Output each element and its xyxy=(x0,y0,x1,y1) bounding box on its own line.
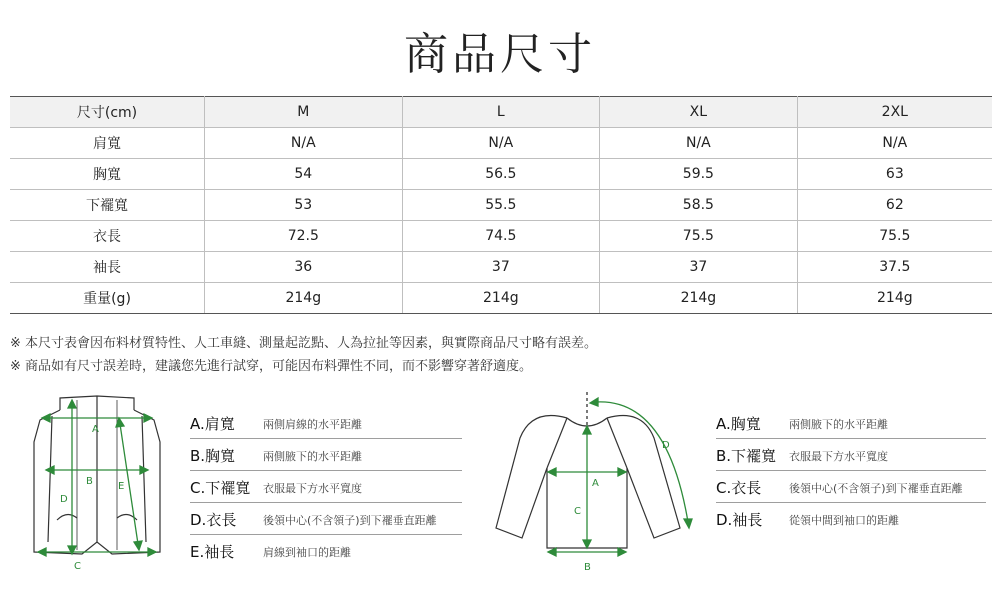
header-cell: XL xyxy=(600,97,798,128)
legend-item xyxy=(190,535,462,566)
legend-label: A.肩寬 xyxy=(190,415,235,433)
row-label: 胸寬 xyxy=(10,159,205,190)
measure-letter-a: A xyxy=(92,424,99,435)
legend-label: A.胸寬 xyxy=(716,415,761,433)
legend-label: B.胸寬 xyxy=(190,447,236,465)
legend-right xyxy=(716,407,986,534)
table-cell: 63 xyxy=(797,159,992,190)
table-cell: 53 xyxy=(205,190,403,221)
legend-desc: 後領中心(不含領子)到下襬垂直距離 xyxy=(789,482,963,495)
legend-label: C.衣長 xyxy=(716,479,762,497)
table-cell: 214g xyxy=(402,283,600,314)
table-cell: 55.5 xyxy=(402,190,600,221)
size-table xyxy=(10,96,992,314)
table-cell: 75.5 xyxy=(600,221,798,252)
legend-label: B.下襬寬 xyxy=(716,447,777,465)
row-label: 袖長 xyxy=(10,252,205,283)
table-cell: 72.5 xyxy=(205,221,403,252)
legend-item xyxy=(716,471,986,503)
raglan-diagram xyxy=(492,388,707,578)
legend-desc: 肩線到袖口的距離 xyxy=(263,546,351,559)
legend-left xyxy=(190,407,462,566)
legend-item xyxy=(716,407,986,439)
measure-letter-c: C xyxy=(74,561,81,572)
measure-letter-a: A xyxy=(592,478,599,489)
legend-item xyxy=(716,503,986,534)
legend-item xyxy=(190,503,462,535)
page-title: 商品尺寸 xyxy=(404,29,596,80)
table-cell: 74.5 xyxy=(402,221,600,252)
legend-desc: 衣服最下方水平寬度 xyxy=(263,482,362,495)
measure-letter-e: E xyxy=(118,481,125,492)
legend-item xyxy=(190,439,462,471)
legend-desc: 兩側腋下的水平距離 xyxy=(789,418,888,431)
measure-letter-d: D xyxy=(662,440,670,451)
legend-item xyxy=(716,439,986,471)
table-row xyxy=(10,190,992,221)
table-cell: N/A xyxy=(600,128,798,159)
legend-desc: 兩側腋下的水平距離 xyxy=(263,450,362,463)
table-row xyxy=(10,221,992,252)
legend-label: D.袖長 xyxy=(716,511,763,529)
table-cell: N/A xyxy=(797,128,992,159)
row-label: 重量(g) xyxy=(10,283,205,314)
table-cell: 62 xyxy=(797,190,992,221)
table-header-row xyxy=(10,97,992,128)
table-cell: 59.5 xyxy=(600,159,798,190)
header-cell: L xyxy=(402,97,600,128)
measure-letter-b: B xyxy=(584,562,591,573)
legend-item xyxy=(190,471,462,503)
row-label: 下襬寬 xyxy=(10,190,205,221)
measure-letter-c: C xyxy=(574,506,581,517)
table-cell: N/A xyxy=(402,128,600,159)
legend-desc: 衣服最下方水平寬度 xyxy=(789,450,888,463)
table-row xyxy=(10,283,992,314)
table-cell: 56.5 xyxy=(402,159,600,190)
note-line: ※ 本尺寸表會因布料材質特性、人工車縫、測量起訖點、人為拉扯等因素，與實際商品尺寸略有誤差。 xyxy=(10,336,598,351)
table-row xyxy=(10,252,992,283)
row-label: 肩寬 xyxy=(10,128,205,159)
legend-desc: 從領中間到袖口的距離 xyxy=(789,514,899,527)
measure-letter-d: D xyxy=(60,494,68,505)
legend-desc: 兩側肩線的水平距離 xyxy=(263,418,362,431)
table-cell: 75.5 xyxy=(797,221,992,252)
legend-label: C.下襬寬 xyxy=(190,479,251,497)
legend-label: D.衣長 xyxy=(190,511,237,529)
table-cell: 36 xyxy=(205,252,403,283)
jacket-diagram xyxy=(22,392,172,577)
table-row xyxy=(10,128,992,159)
row-label: 衣長 xyxy=(10,221,205,252)
header-cell: 尺寸(cm) xyxy=(10,97,205,128)
measure-letter-b: B xyxy=(86,476,93,487)
header-cell: M xyxy=(205,97,403,128)
table-cell: 37 xyxy=(600,252,798,283)
table-cell: 214g xyxy=(205,283,403,314)
table-cell: 37.5 xyxy=(797,252,992,283)
table-cell: 214g xyxy=(600,283,798,314)
table-row xyxy=(10,159,992,190)
header-cell: 2XL xyxy=(797,97,992,128)
legend-item xyxy=(190,407,462,439)
table-cell: 37 xyxy=(402,252,600,283)
table-cell: 54 xyxy=(205,159,403,190)
table-cell: N/A xyxy=(205,128,403,159)
table-cell: 214g xyxy=(797,283,992,314)
legend-desc: 後領中心(不含領子)到下襬垂直距離 xyxy=(263,514,437,527)
size-notes xyxy=(10,332,597,378)
legend-label: E.袖長 xyxy=(190,543,235,561)
table-cell: 58.5 xyxy=(600,190,798,221)
note-line: ※ 商品如有尺寸誤差時，建議您先進行試穿，可能因布料彈性不同，而不影響穿著舒適度。 xyxy=(10,359,533,374)
